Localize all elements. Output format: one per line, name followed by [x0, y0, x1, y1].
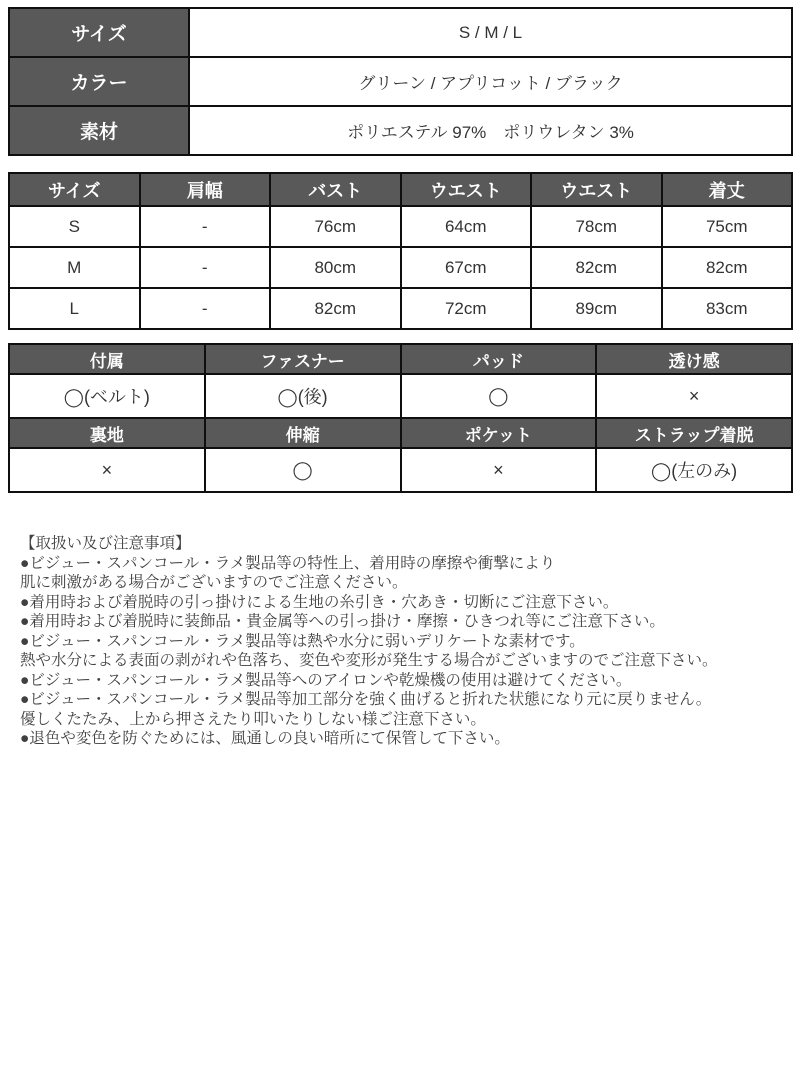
- care-note-line: 優しくたたみ、上から押さえたり叩いたりしない様ご注意下さい。: [20, 710, 486, 728]
- care-note-line: ●ビジュー・スパンコール・ラメ製品等は熱や水分に弱いデリケートな素材です。: [20, 632, 585, 650]
- feature-value-stretch: ◯: [205, 448, 401, 492]
- size-cell: 82cm: [270, 288, 401, 329]
- care-note-line: ●退色や変色を防ぐためには、風通しの良い暗所にて保管して下さい。: [20, 730, 510, 747]
- size-cell: -: [140, 288, 271, 329]
- size-row-l: [9, 288, 792, 329]
- spec-label-material: 素材: [9, 106, 189, 155]
- size-cell: 82cm: [662, 247, 793, 288]
- size-col-header-shoulder: 肩幅: [140, 173, 271, 206]
- spec-value-material: ポリエステル 97% ポリウレタン 3%: [189, 106, 792, 155]
- size-cell: 72cm: [401, 288, 532, 329]
- size-cell: 83cm: [662, 288, 793, 329]
- care-note-line: ●ビジュー・スパンコール・ラメ製品等加工部分を強く曲げると折れた状態になり元に戻りません。: [20, 691, 712, 708]
- size-cell: M: [9, 247, 140, 288]
- feature-header-zipper: ファスナー: [205, 344, 401, 374]
- spec-label-color: カラー: [9, 57, 189, 106]
- size-row-m: [9, 247, 792, 288]
- feature-header-sheerness: 透け感: [596, 344, 792, 374]
- feature-value-row-1: [9, 374, 792, 418]
- size-cell: S: [9, 206, 140, 247]
- size-cell: 75cm: [662, 206, 793, 247]
- care-note-line: ●ビジュー・スパンコール・ラメ製品等へのアイロンや乾燥機の使用は避けてください。: [20, 671, 632, 689]
- feature-header-stretch: 伸縮: [205, 418, 401, 448]
- size-chart-table: [8, 172, 793, 330]
- care-note-line: ●着用時および着脱時に装飾品・貴金属等への引っ掛け・摩擦・ひきつれ等にご注意下さい。: [20, 613, 665, 630]
- care-note-line: ●ビジュー・スパンコール・ラメ製品等の特性上、着用時の摩擦や衝撃により: [20, 554, 556, 572]
- size-cell: L: [9, 288, 140, 329]
- size-col-header-waist2: ウエスト: [531, 173, 662, 206]
- care-note-line: 熱や水分による表面の剥がれや色落ち、変色や変形が発生する場合がございますのでご注意下さい。: [20, 652, 718, 669]
- spec-value-color: グリーン / アプリコット / ブラック: [189, 57, 792, 106]
- size-chart-header-row: [9, 173, 792, 206]
- size-cell: -: [140, 206, 271, 247]
- size-cell: 78cm: [531, 206, 662, 247]
- spec-value-size: S / M / L: [189, 8, 792, 57]
- feature-value-zipper: ◯(後): [205, 374, 401, 418]
- feature-header-pocket: ポケット: [401, 418, 597, 448]
- size-cell: 67cm: [401, 247, 532, 288]
- size-cell: -: [140, 247, 271, 288]
- spec-row-size: [9, 8, 792, 57]
- size-col-header-length: 着丈: [662, 173, 793, 206]
- spec-row-material: [9, 106, 792, 155]
- feature-header-pad: パッド: [401, 344, 597, 374]
- feature-value-sheerness: ×: [596, 374, 792, 418]
- care-notes: [20, 534, 795, 749]
- feature-header-row-2: [9, 418, 792, 448]
- feature-header-accessory: 付属: [9, 344, 205, 374]
- feature-value-lining: ×: [9, 448, 205, 492]
- size-cell: 76cm: [270, 206, 401, 247]
- size-col-header-bust: バスト: [270, 173, 401, 206]
- size-cell: 89cm: [531, 288, 662, 329]
- size-col-header-waist1: ウエスト: [401, 173, 532, 206]
- size-cell: 80cm: [270, 247, 401, 288]
- feature-header-lining: 裏地: [9, 418, 205, 448]
- feature-header-strap: ストラップ着脱: [596, 418, 792, 448]
- feature-table: [8, 343, 793, 493]
- size-row-s: [9, 206, 792, 247]
- product-spec-table: [8, 7, 793, 156]
- care-note-line: 肌に刺激がある場合がございますのでご注意ください。: [20, 574, 408, 591]
- spec-label-size: サイズ: [9, 8, 189, 57]
- size-cell: 82cm: [531, 247, 662, 288]
- feature-value-pad: ◯: [401, 374, 597, 418]
- feature-value-pocket: ×: [401, 448, 597, 492]
- feature-value-strap: ◯(左のみ): [596, 448, 792, 492]
- size-col-header-size: サイズ: [9, 173, 140, 206]
- feature-value-accessory: ◯(ベルト): [9, 374, 205, 418]
- care-notes-title: 【取扱い及び注意事項】: [20, 535, 191, 552]
- feature-value-row-2: [9, 448, 792, 492]
- feature-header-row-1: [9, 344, 792, 374]
- spec-row-color: [9, 57, 792, 106]
- care-note-line: ●着用時および着脱時の引っ掛けによる生地の糸引き・穴あき・切断にご注意下さい。: [20, 593, 619, 611]
- size-cell: 64cm: [401, 206, 532, 247]
